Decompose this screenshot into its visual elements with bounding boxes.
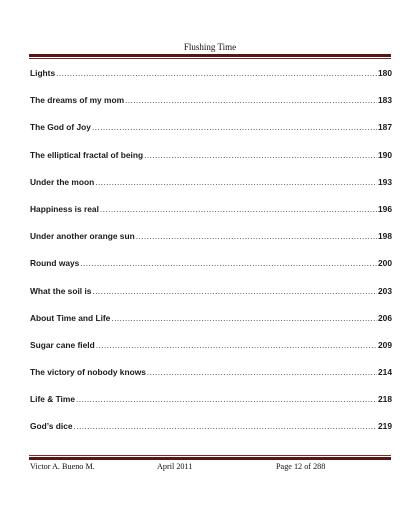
toc-entry-title: Life & Time — [30, 394, 75, 405]
toc-entry[interactable] — [30, 95, 392, 122]
dot-leader — [136, 231, 377, 241]
dot-leader — [111, 313, 377, 323]
toc-entry-title: Under the moon — [30, 176, 95, 187]
header-rule-thin — [29, 58, 391, 59]
toc-entry-title: The dreams of my mom — [30, 95, 125, 106]
toc-entry-page: 203 — [378, 285, 392, 296]
toc-entry[interactable] — [30, 258, 392, 285]
footer-rule-thick — [29, 457, 391, 460]
toc-entry[interactable] — [30, 150, 392, 177]
toc-entry-page: 187 — [378, 122, 392, 133]
toc-entry[interactable] — [30, 421, 392, 448]
footer-date: April 2011 — [157, 462, 193, 471]
toc-entry-page: 218 — [378, 394, 392, 405]
toc-entry-title: What the soil is — [30, 285, 92, 296]
toc-entry-page: 200 — [378, 258, 392, 269]
toc-entry-page: 180 — [378, 68, 392, 78]
dot-leader — [80, 258, 377, 268]
toc-entry-page: 219 — [378, 421, 392, 432]
toc-entry-page: 196 — [378, 203, 392, 214]
footer-author: Victor A. Bueno M. — [30, 462, 95, 471]
toc-entry-title: God’s dice — [30, 421, 73, 432]
toc-entry[interactable] — [30, 367, 392, 394]
toc-entry-page: 190 — [378, 149, 392, 160]
toc-entry[interactable] — [30, 122, 392, 149]
toc-entry[interactable] — [30, 394, 392, 421]
dot-leader — [92, 122, 377, 132]
dot-leader — [144, 150, 377, 160]
toc-entry-title: Sugar cane field — [30, 339, 95, 350]
toc-entry-title: The victory of nobody knows — [30, 367, 146, 378]
toc-entry-page: 193 — [378, 176, 392, 187]
toc-entry-title: The God of Joy — [30, 122, 91, 133]
toc-entry-page: 198 — [378, 231, 392, 242]
toc-entry-title: About Time and Life — [30, 312, 111, 323]
toc-entry[interactable] — [30, 204, 392, 231]
toc-entry[interactable] — [30, 286, 392, 313]
running-header-title: Flushing Time — [183, 42, 237, 52]
toc-entry[interactable] — [30, 313, 392, 340]
toc-entry[interactable] — [30, 340, 392, 367]
dot-leader — [56, 68, 377, 78]
toc-entry[interactable] — [30, 68, 392, 95]
dot-leader — [147, 367, 377, 377]
toc-entry-title: The elliptical fractal of being — [30, 149, 144, 160]
toc-entry-page: 183 — [378, 95, 392, 106]
toc-entry-title: Happiness is real — [30, 203, 99, 214]
dot-leader — [95, 177, 377, 187]
header-rule-thick — [29, 54, 391, 57]
dot-leader — [100, 204, 377, 214]
dot-leader — [92, 286, 377, 296]
toc-entry-page: 214 — [378, 367, 392, 378]
toc-entry[interactable] — [30, 231, 392, 258]
dot-leader — [96, 340, 377, 350]
footer-rule-thin — [29, 455, 391, 456]
dot-leader — [125, 95, 377, 105]
toc-entry-title: Round ways — [30, 258, 80, 269]
dot-leader — [74, 421, 378, 431]
toc-entry-title: Lights — [30, 68, 56, 78]
toc-entry-title: Under another orange sun — [30, 231, 135, 242]
table-of-contents — [30, 68, 392, 449]
footer-page-number: Page 12 of 288 — [276, 462, 326, 471]
dot-leader — [76, 394, 377, 404]
toc-entry[interactable] — [30, 177, 392, 204]
toc-entry-page: 206 — [378, 312, 392, 323]
toc-entry-page: 209 — [378, 339, 392, 350]
